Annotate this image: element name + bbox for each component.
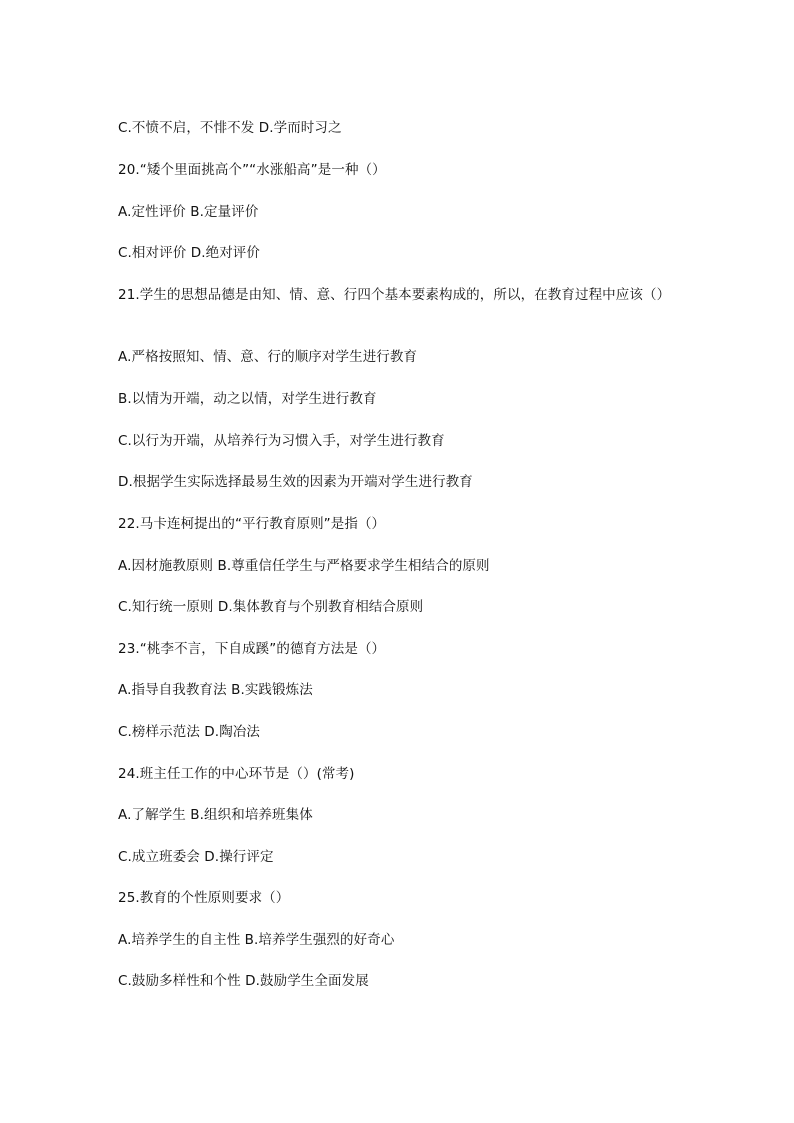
text-line: C.成立班委会 D.操行评定: [118, 849, 274, 865]
text-line: C.不愤不启，不悱不发 D.学而时习之: [118, 120, 342, 136]
question-22: 22.马卡连柯提出的“平行教育原则”是指（）: [118, 516, 386, 532]
text-line: A.指导自我教育法 B.实践锻炼法: [118, 682, 313, 698]
question-23: 23.“桃李不言，下自成蹊”的德育方法是（）: [118, 641, 386, 657]
text-line: A.定性评价 B.定量评价: [118, 204, 259, 220]
text-line: A.培养学生的自主性 B.培养学生强烈的好奇心: [118, 932, 395, 948]
text-line: C.相对评价 D.绝对评价: [118, 245, 260, 261]
question-24: 24.班主任工作的中心环节是（）(常考): [118, 766, 355, 782]
question-25: 25.教育的个性原则要求（）: [118, 890, 290, 906]
text-line: C.以行为开端，从培养行为习惯入手，对学生进行教育: [118, 433, 445, 449]
question-20: 20.“矮个里面挑高个”“水涨船高”是一种（）: [118, 162, 386, 178]
text-line: A.因材施教原则 B.尊重信任学生与严格要求学生相结合的原则: [118, 558, 490, 574]
text-line: C.鼓励多样性和个性 D.鼓励学生全面发展: [118, 973, 369, 989]
text-line: A.了解学生 B.组织和培养班集体: [118, 807, 313, 823]
question-21: 21.学生的思想品德是由知、情、意、行四个基本要素构成的，所以，在教育过程中应该（）: [118, 287, 671, 303]
text-line: C.知行统一原则 D.集体教育与个别教育相结合原则: [118, 599, 424, 615]
text-line: D.根据学生实际选择最易生效的因素为开端对学生进行教育: [118, 474, 473, 490]
text-line: B.以情为开端，动之以情，对学生进行教育: [118, 391, 377, 407]
text-line: C.榜样示范法 D.陶冶法: [118, 724, 260, 740]
text-line: A.严格按照知、情、意、行的顺序对学生进行教育: [118, 349, 418, 365]
